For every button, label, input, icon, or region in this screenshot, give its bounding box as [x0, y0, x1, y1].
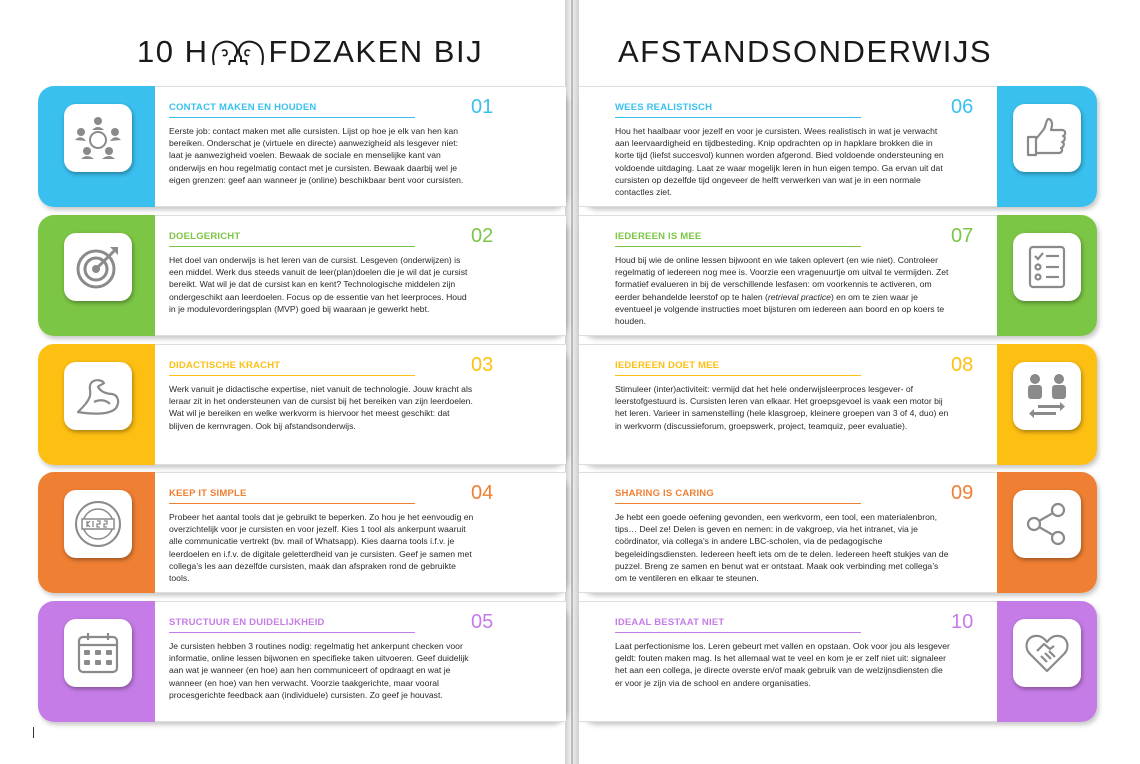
card-01: [38, 86, 566, 207]
heading-underline: [169, 375, 415, 376]
card-text: Je cursisten hebben 3 routines nodig: regelmatig het ankerpunt checken voor informatie, online lessen bijwonen en specifieke taken uitvoeren. Geef duidelijk aan wat je wanneer (en hoe) aan hen communiceert of opdraagt en wat je wanneer (en hoe) van hen verwacht. Voorzie taakgerichte, maar vooral procesgerichte feedback aan (individuele) cursisten. Zo geef je houvast.: [169, 641, 469, 700]
heart-handshake-icon: [1013, 619, 1081, 687]
text-cursor: [33, 727, 34, 738]
card-number: 06: [951, 96, 974, 118]
page-gutter: [565, 0, 579, 764]
heading-underline: [615, 117, 861, 118]
card-number: 07: [951, 225, 974, 247]
card-number: 09: [951, 482, 974, 504]
card-text-part2: ) en om te zien waar je eventueel je volgende instructies moet bijsturen om iedereen aan boord en op koers te houden.: [615, 291, 945, 327]
card-heading: STRUCTUUR EN DUIDELIJKHEID: [169, 617, 325, 628]
heading-underline: [615, 246, 861, 247]
share-icon: [1013, 490, 1081, 558]
card-text: Het doel van onderwijs is het leren van de cursist. Lesgeven (onderwijzen) is een middel. Werk dus steeds vanuit de leer(plan)doelen die je wil dat je cursist bereikt. Wat wil je dat de cursist kan en kent? Technologische middelen zijn ondergeschikt aan leerdoelen. Focus op de essentie van het leerproces. Houd in je modulevorderingsplan (MVP) goed bij waaraan je gewerkt hebt.: [169, 255, 468, 314]
title-left-part1: 10 H: [137, 34, 209, 69]
card-heading: WEES REALISTISCH: [615, 102, 713, 113]
card-09: [579, 472, 1097, 593]
card-heading: DOELGERICHT: [169, 231, 241, 242]
card-03: [38, 344, 566, 465]
card-content: [155, 601, 566, 722]
card-number: 05: [471, 611, 494, 633]
card-color-block: [997, 344, 1097, 465]
card-02: [38, 215, 566, 336]
card-content: [579, 601, 997, 722]
card-color-block: [997, 601, 1097, 722]
heading-underline: [169, 117, 415, 118]
card-number: 08: [951, 354, 974, 376]
card-color-block: [38, 601, 155, 722]
card-color-block: [38, 86, 155, 207]
card-text: Werk vanuit je didactische expertise, niet vanuit de technologie. Jouw kracht als leraar zit in het ondersteunen van de cursist bij het bereiken van zijn leerdoelen. Wat wil je bereiken en welke werkvorm is hiervoor het meest geschikt: dat blijven de kernvragen. Ook bij afstandsonderwijs.: [169, 384, 473, 431]
card-10: [579, 601, 1097, 722]
card-text: [615, 254, 951, 327]
title-left: [137, 34, 483, 70]
title-left-part2: FDZAKEN BIJ: [268, 34, 484, 69]
card-text: Probeer het aantal tools dat je gebruikt te beperken. Zo hou je het eenvoudig en overzichtelijk voor je cursisten en voor jezelf. Kies 1 tool als ankerpunt waaruit alle communicatie vertrekt (bv. mail of Whatsapp). Kies daarna tools i.f.v. je leerdoelen en i.f.v. de digitale geletterdheid van je cursisten. Geef je samen met collega’s les aan dezelfde cursisten, maak dan afspraken rond de gebruikte tools.: [169, 512, 474, 584]
card-08: [579, 344, 1097, 465]
two-people-exchange-icon: [1013, 362, 1081, 430]
card-content: [579, 86, 997, 207]
card-05: [38, 601, 566, 722]
title-right: AFSTANDSONDERWIJS: [618, 34, 992, 69]
card-text: Je hebt een goede oefening gevonden, een werkvorm, een tool, een materialenbron, tips… Deel ze! Delen is geven en nemen: in de vakgroep, via het intranet, via je coördinator, via collega’s in andere LBC-scholen, via de pedagogische begeleidingsdiensten. Iedereen heeft iets om de te delen. Iedereen heeft stukjes van de puzzel. Breng ze samen en benut wat er ontstaat. Maak ook verbinding met collega’s om te ventileren en elkaar te steunen.: [615, 512, 949, 584]
heading-underline: [615, 503, 861, 504]
card-content: [579, 215, 997, 336]
card-number: 01: [471, 96, 494, 118]
card-text-italic: retrieval practice: [767, 291, 831, 302]
card-color-block: [38, 472, 155, 593]
target-icon: [64, 233, 132, 301]
card-heading: IDEAAL BESTAAT NIET: [615, 617, 725, 628]
card-content: [579, 344, 997, 465]
card-heading: IEDEREEN DOET MEE: [615, 360, 720, 371]
card-content: [155, 344, 566, 465]
card-text-part1: Houd bij wie de online lessen bijwoont en wie taken oplevert (en wie niet). Controleer regelmatig of iedereen nog mee is. Voorzie een vragenuurtje om uitval te vermijden. Zet formatief evalueren in bij de verschillende lesfasen: om voorkennis te activeren, om eerder behandelde leerstof op te halen (: [615, 255, 949, 302]
card-heading: DIDACTISCHE KRACHT: [169, 360, 281, 371]
card-07: [579, 215, 1097, 336]
card-heading: CONTACT MAKEN EN HOUDEN: [169, 102, 317, 113]
heading-underline: [169, 632, 415, 633]
heading-underline: [615, 632, 861, 633]
card-content: [155, 215, 566, 336]
heading-underline: [615, 375, 861, 376]
card-heading: SHARING IS CARING: [615, 488, 714, 499]
card-number: 04: [471, 482, 494, 504]
muscle-arm-icon: [64, 362, 132, 430]
card-color-block: [997, 215, 1097, 336]
people-circle-icon: [64, 104, 132, 172]
card-color-block: [997, 86, 1097, 207]
thumbs-up-icon: [1013, 104, 1081, 172]
heads-icon: [210, 37, 266, 67]
card-06: [579, 86, 1097, 207]
card-text: Eerste job: contact maken met alle cursisten. Lijst op hoe je elk van hen kan bereiken. Onderschat je (virtuele en directe) aanwezigheid als lesgever niet: laat je aanwezigheid voelen. Bewaak de sociale en menselijke kant van onderwijs en hou regelmatig contact met je cursisten. Bewaak daarbij wel je eigen grenzen: geef aan wanneer je (online) beschikbaar bent voor cursisten.: [169, 126, 464, 185]
card-04: [38, 472, 566, 593]
calendar-icon: [64, 619, 132, 687]
heading-underline: [169, 246, 415, 247]
checklist-icon: [1013, 233, 1081, 301]
card-number: 03: [471, 354, 494, 376]
card-content: [155, 472, 566, 593]
card-content: [155, 86, 566, 207]
card-number: 10: [951, 611, 974, 633]
card-color-block: [997, 472, 1097, 593]
card-heading: IEDEREEN IS MEE: [615, 231, 702, 242]
card-text: Stimuleer (inter)activiteit: vermijd dat het hele onderwijsleerproces lesgever- of leerstofgestuurd is. Cursisten leren van elkaar. Het groepsgevoel is vaak een motor bij het leren. Varieer in samenstelling (hele klasgroep, kleinere groepen van 3 of 4, duo) en in werkvorm (discussieforum, groepswerk, project, teamquiz, peer evaluatie).: [615, 384, 949, 431]
card-color-block: [38, 344, 155, 465]
card-content: [579, 472, 997, 593]
card-color-block: [38, 215, 155, 336]
card-text: Hou het haalbaar voor jezelf en voor je cursisten. Wees realistisch in wat je verwacht aan leervaardigheid en tijdbesteding. Knip opdrachten op in hapklare brokken die in korte tijd (liefst succesvol) kunnen worden afgerond. Bied voldoende ondersteuning en voldoende uitdaging. Laat ze waar mogelijk leren in hun eigen tempo. Ga ervan uit dat cursisten op dezelfde tijd ongeveer de helft verwerken van wat je in een normale contactles ziet.: [615, 126, 944, 198]
card-heading: KEEP IT SIMPLE: [169, 488, 247, 499]
heading-underline: [169, 503, 415, 504]
card-text: Laat perfectionisme los. Leren gebeurt met vallen en opstaan. Ook voor jou als lesgever geldt: fouten maken mag. Is het allemaal wat te veel en kom je er zelf niet uit: signaleer het aan een collega, je directe overste en/of maak gebruik van de welzijnsdiensten die er voor je zijn via de school en andere organisaties.: [615, 641, 950, 688]
card-number: 02: [471, 225, 494, 247]
kiss-stamp-icon: [64, 490, 132, 558]
